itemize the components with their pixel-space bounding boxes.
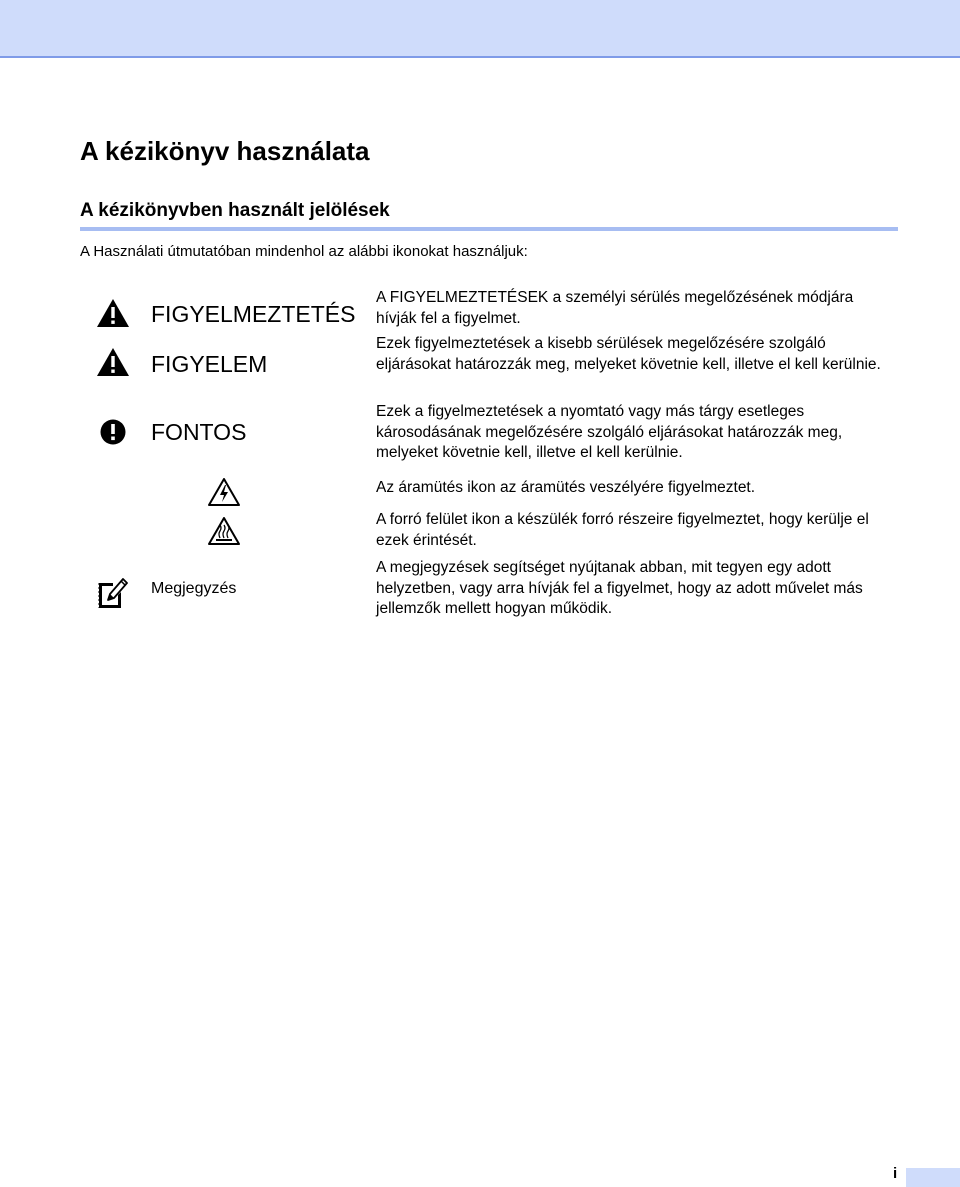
page-number: i (893, 1165, 898, 1182)
term-warning: FIGYELMEZTETÉS (151, 301, 356, 327)
term-important: FONTOS (151, 419, 247, 445)
hot-surface-icon (207, 516, 241, 546)
header-band (0, 0, 960, 58)
caution-triangle-icon (96, 347, 130, 377)
section-divider (80, 227, 898, 231)
electric-shock-icon (207, 477, 241, 507)
intro-text: A Használati útmutatóban mindenhol az alábbi ikonokat használjuk: (80, 243, 528, 260)
important-circle-icon (100, 419, 126, 445)
term-caution: FIGYELEM (151, 351, 268, 377)
description-electric-shock: Az áramütés ikon az áramütés veszélyére figyelmeztet. (376, 479, 756, 496)
note-pencil-icon (96, 575, 128, 609)
description-caution: Ezek figyelmeztetések a kisebb sérülések megelőzésére szolgáló eljárásokat határozzák meg, melyeket követnie kell, illetve el kell kerülnie. (376, 335, 881, 373)
description-note: A megjegyzések segítséget nyújtanak abban, mit tegyen egy adott helyzetben, vagy arra hívják fel a figyelmet, hogy az adott művelet más jellemzők mellett hogyan működik. (376, 559, 863, 617)
chapter-title: A kézikönyv használata (80, 136, 370, 166)
description-important: Ezek a figyelmeztetések a nyomtató vagy más tárgy esetleges károsodásának megelőzésére szolgáló eljárásokat határozzák meg, melyeket követnie kell, illetve el kell kerülnie. (376, 403, 843, 461)
term-note: Megjegyzés (151, 580, 237, 597)
warning-triangle-icon (96, 298, 130, 328)
description-hot-surface: A forró felület ikon a készülék forró részeire figyelmeztet, hogy kerülje el ezek érintését. (376, 511, 869, 549)
section-title: A kézikönyvben használt jelölések (80, 200, 390, 221)
description-warning: A FIGYELMEZTETÉSEK a személyi sérülés megelőzésének módjára hívják fel a figyelmet. (376, 289, 854, 327)
footer-band (906, 1168, 960, 1187)
